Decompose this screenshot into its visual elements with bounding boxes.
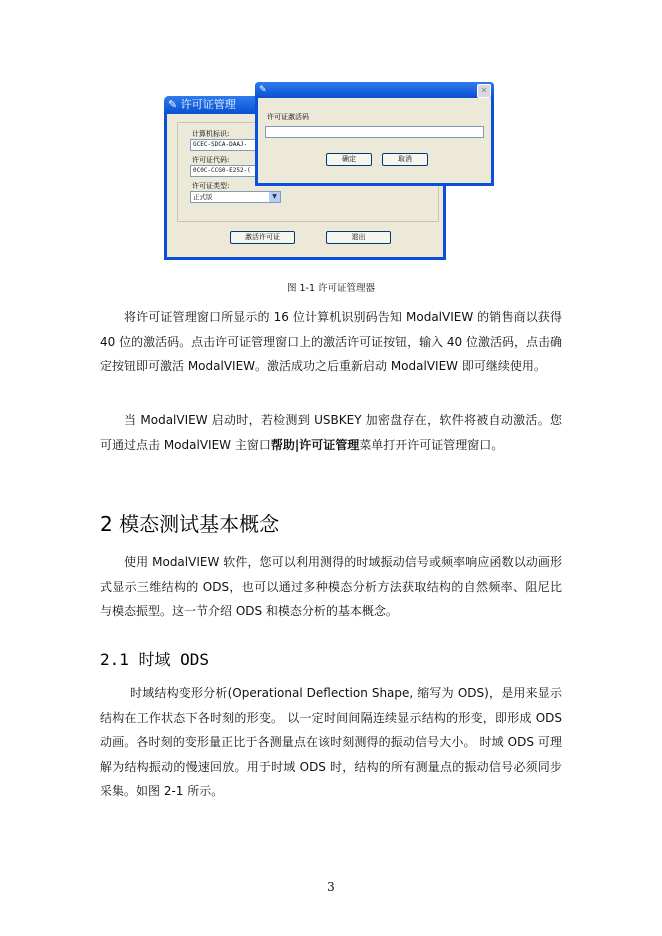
cancel-button[interactable]: 取消 [382,153,428,166]
activate-license-button[interactable]: 激活许可证 [230,231,295,244]
app-icon: ✎ [168,98,178,111]
activation-dialog-titlebar [255,82,494,98]
license-manager-figure [164,82,494,262]
section-heading-2: 2 模态测试基本概念 [100,512,280,536]
activation-code-label: 许可证激活码 [267,113,309,121]
chevron-down-icon[interactable]: ▼ [269,192,280,202]
close-icon[interactable]: ✕ [477,84,491,98]
license-code-label: 许可证代码: [192,156,230,164]
figure-caption: 图 1-1 许可证管理器 [286,283,376,294]
license-manager-title: 许可证管理 [180,98,236,111]
activation-dialog [255,82,494,186]
page-number: 3 [327,880,335,894]
help-menu-path: 帮助|许可证管理 [270,437,360,452]
activation-code-input[interactable] [265,126,484,138]
exit-button[interactable]: 退出 [326,231,391,244]
machine-id-field[interactable]: GCEC-SDCA-DAAJ- [190,139,270,151]
usbkey-text-a: 当 ModalVIEW 启动时，若检测到 USBKEY 加密盘存在，软件将被自动激活。您可通过点击 ModalVIEW 主窗口 [100,413,562,452]
key-icon: ✎ [259,85,267,95]
paragraph-usbkey [100,408,562,457]
usbkey-text-b: 菜单打开许可证管理窗口。 [359,437,504,452]
paragraph-time-domain-ods: 时域结构变形分析(Operational Deflection Shape, 缩写为 ODS)，是用来显示结构在工作状态下各时刻的形变。 以一定时间间隔连续显示结构的形变，即形成 ODS 动画。各时刻的变形量正比于各测量点在该时刻测得的振动信号大小。 时域 ODS 可理解为结构振动的慢速回放。用于时域 ODS 时，结构的所有测量点的振动信号必须同步采集。如图 2-1 所示。 [100,686,562,798]
ok-button[interactable]: 确定 [326,153,372,166]
machine-id-label: 计算机标识: [192,130,230,138]
paragraph-activation: 将许可证管理窗口所显示的 16 位计算机识别码告知 ModalVIEW 的销售商以获得 40 位的激活码。点击许可证管理窗口上的激活许可证按钮，输入 40 位激活码，点击确定按钮即可激活 ModalVIEW。激活成功之后重新启动 ModalVIEW 即可继续使用。 [100,310,562,373]
activation-dialog-client [258,98,491,183]
license-code-field[interactable]: 0C0C-CCG0-E252-( [190,165,270,177]
paragraph-modal-intro: 使用 ModalVIEW 软件，您可以利用测得的时域振动信号或频率响应函数以动画形式显示三维结构的 ODS，也可以通过多种模态分析方法获取结构的自然频率、阻尼比与模态振型。这一节介绍 ODS 和模态分析的基本概念。 [100,555,562,618]
license-type-label: 许可证类型: [192,182,230,190]
license-type-value: 正式版 [193,193,213,201]
license-type-select[interactable] [190,191,281,203]
section-heading-2-1: 2.1 时域 ODS [100,650,210,669]
